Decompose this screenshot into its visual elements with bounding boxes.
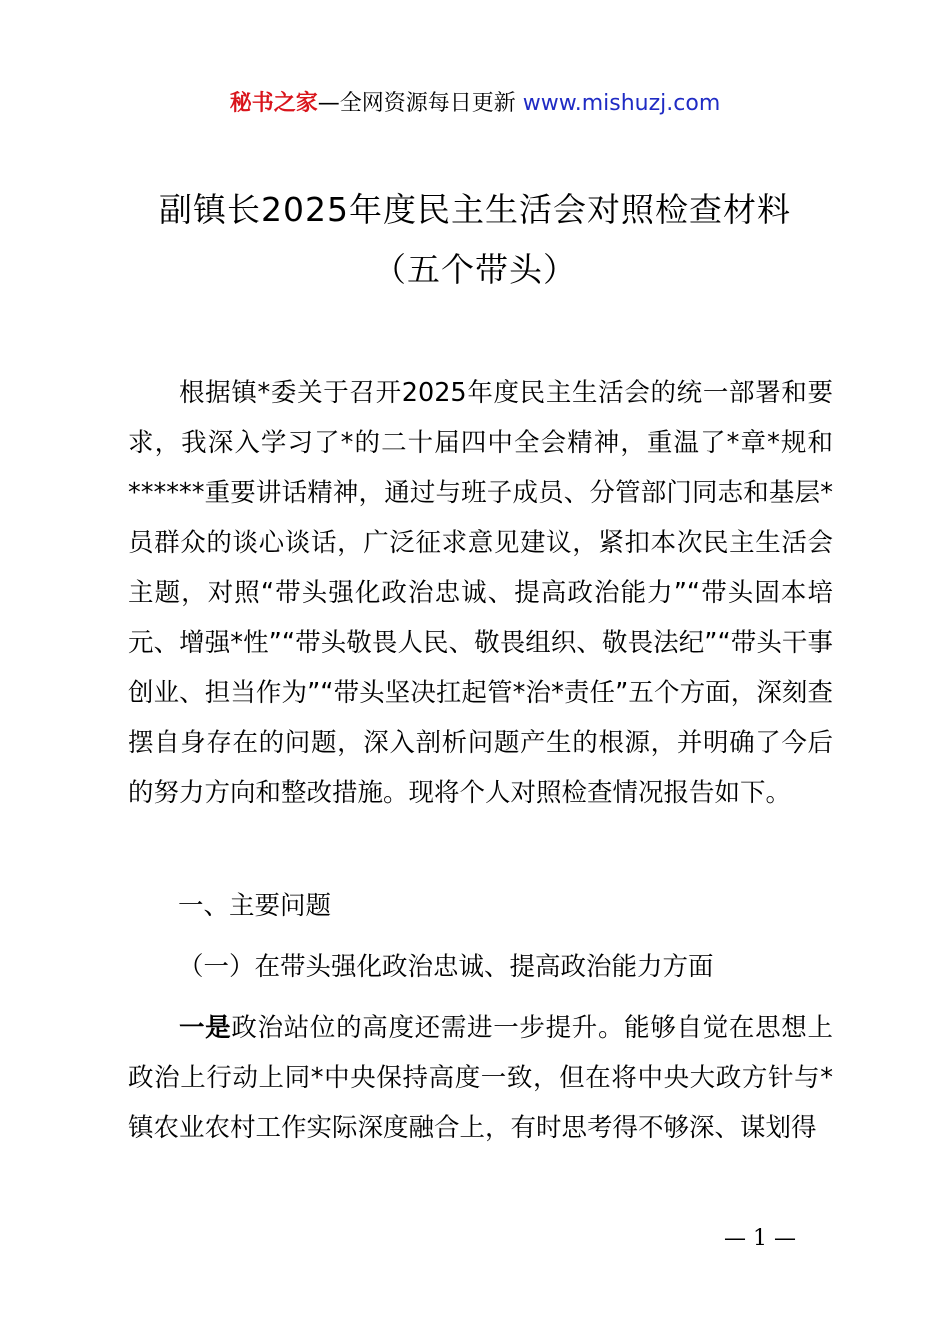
document-title: 副镇长2025年度民主生活会对照检查材料 (159, 190, 791, 229)
section-heading-main-problems: 一、主要问题 (178, 891, 332, 921)
site-tagline: —全网资源每日更新 (317, 91, 516, 116)
problem-paragraph-1 (128, 1003, 833, 1153)
paragraph-text: 政治站位的高度还需进一步提升。能够自觉在思想上政治上行动上同*中央保持高度一致，但在将中央大政方针与*镇农业农村工作实际深度融合上，有时思考得不够深、谋划得 (128, 1013, 833, 1143)
site-url-link[interactable]: www.mishuzj.com (522, 91, 721, 116)
subsection-heading-political: （一）在带头强化政治忠诚、提高政治能力方面 (178, 952, 714, 982)
site-brand: 秘书之家 (229, 91, 318, 116)
site-header (0, 88, 950, 120)
document-subtitle: （五个带头） (373, 250, 577, 289)
page-number: — 1 — (724, 1226, 796, 1251)
paragraph-lead: 一是 (179, 1013, 232, 1043)
intro-paragraph: 根据镇*委关于召开2025年度民主生活会的统一部署和要求，我深入学习了*的二十届四中全会精神，重温了*章*规和******重要讲话精神，通过与班子成员、分管部门同志和基层*员群众的谈心谈话，广泛征求意见建议，紧扣本次民主生活会主题，对照“带头强化政治忠诚、提高政治能力”“带头固本培元、增强*性”“带头敬畏人民、敬畏组织、敬畏法纪”“带头干事创业、担当作为”“带头坚决扛起管*治*责任”五个方面，深刻查摆自身存在的问题，深入剖析问题产生的根源，并明确了今后的努力方向和整改措施。现将个人对照检查情况报告如下。 (128, 378, 833, 808)
